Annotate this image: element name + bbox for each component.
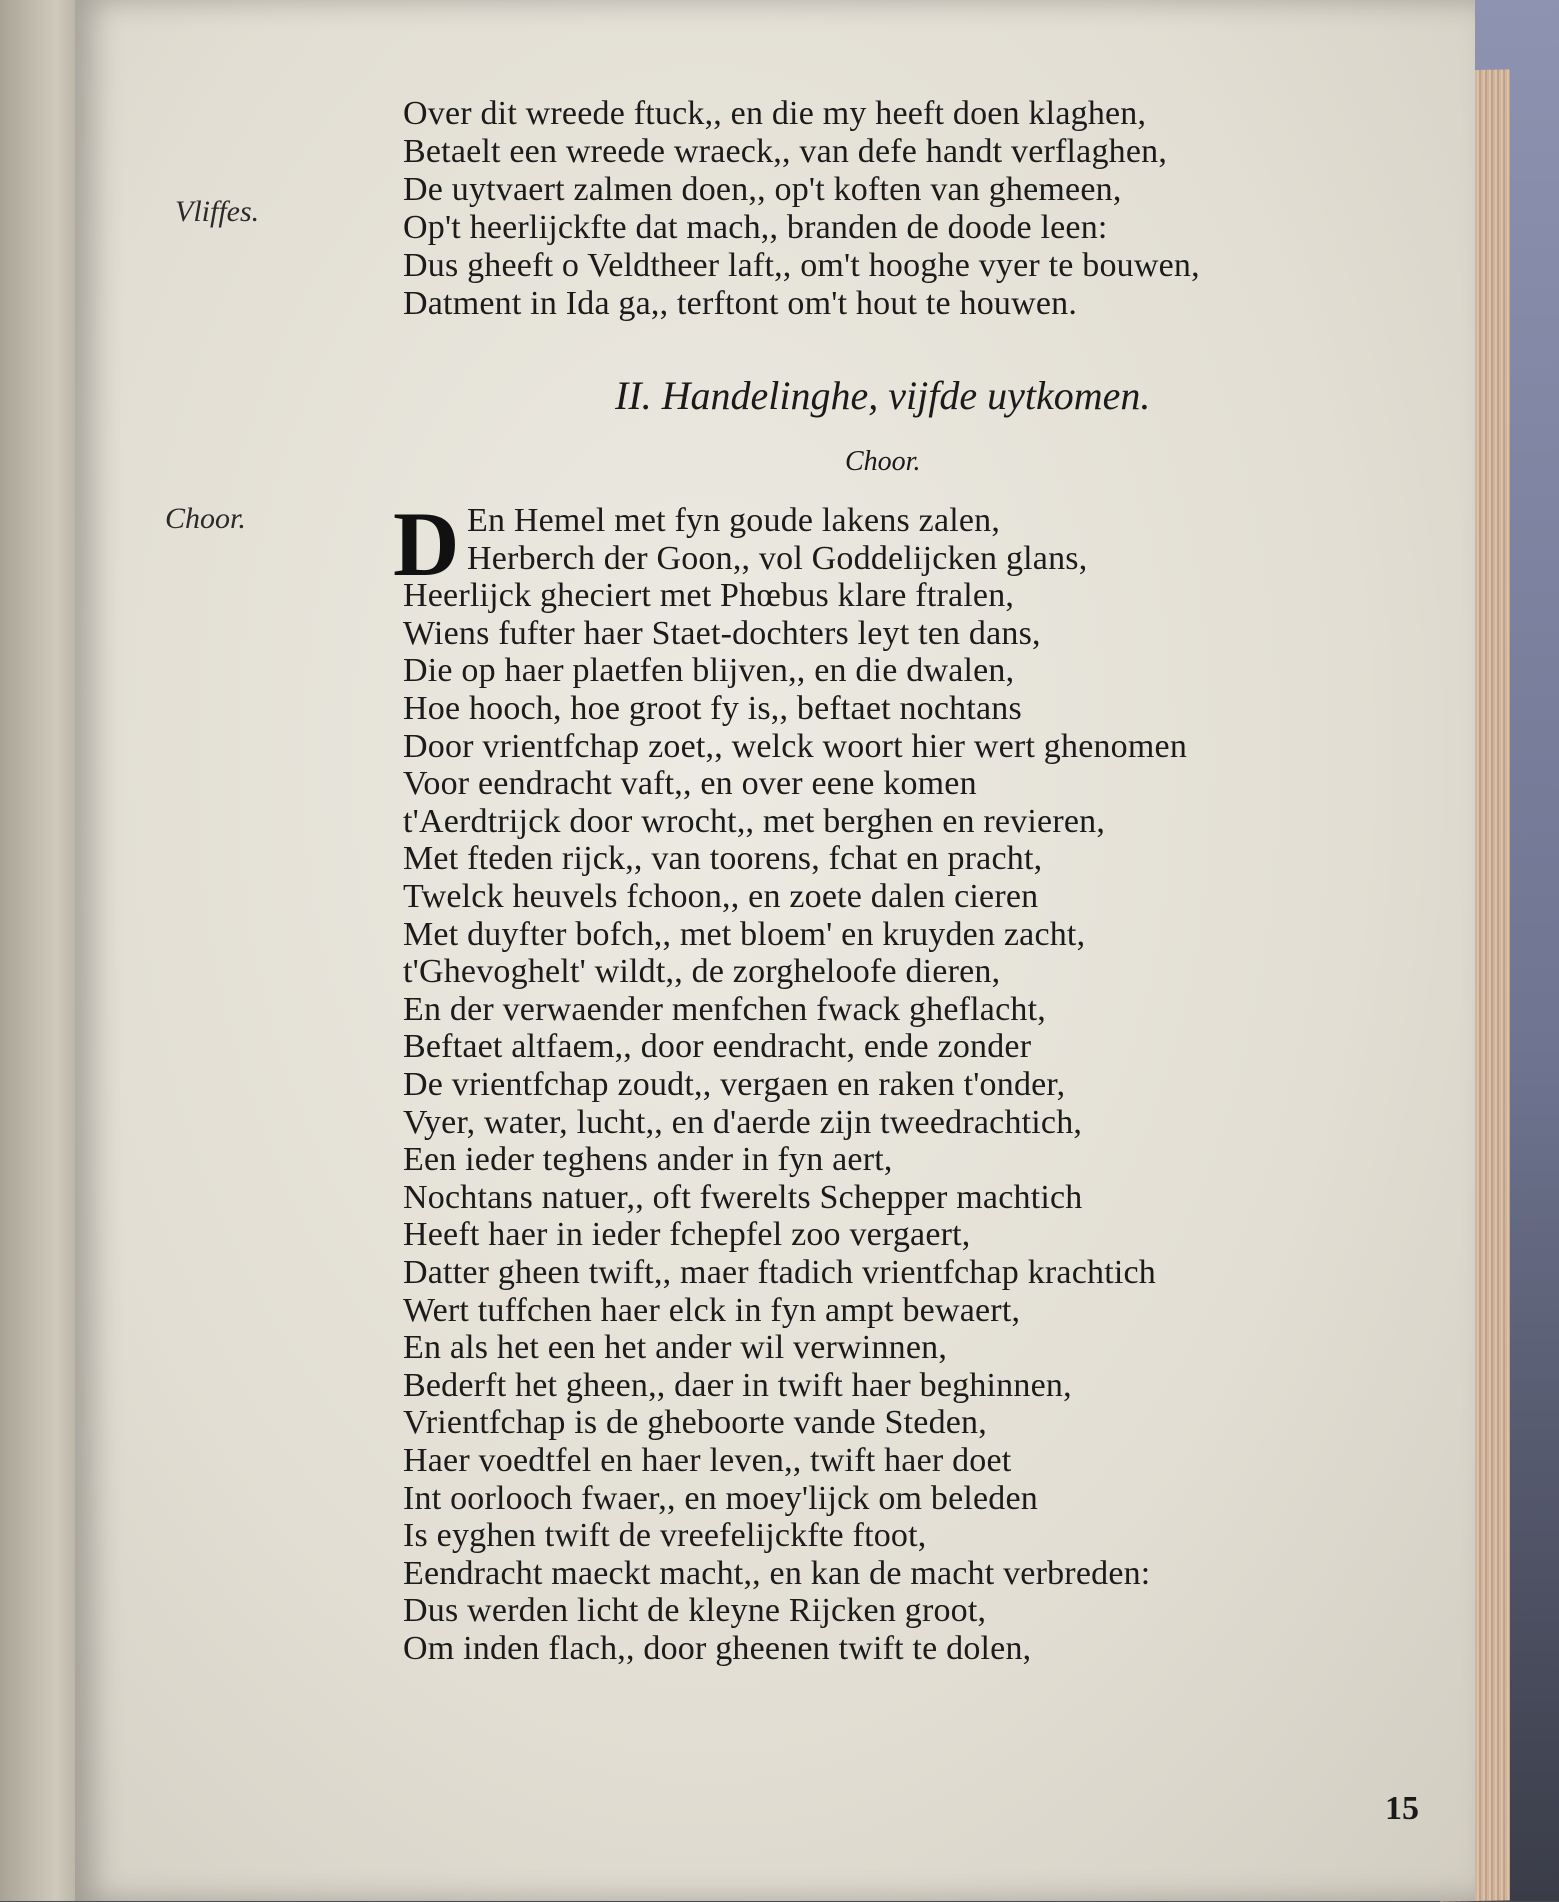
verse-line: Hoe hooch, hoe groot fy is,, beftaet nochtans — [403, 690, 1022, 727]
verse-line: Op't heerlijckfte dat mach,, branden de doode leen: — [403, 209, 1108, 246]
verse-line: Wiens fufter haer Staet-dochters leyt ten dans, — [403, 614, 1041, 652]
verse-line: Wert tuffchen haer elck in fyn ampt bewaert, — [403, 1291, 1021, 1329]
speaker-note-vliffes: Vliffes. — [175, 195, 260, 228]
verse-line: Heeft haer in ieder fchepfel zoo vergaert, — [403, 1216, 971, 1254]
verse-line: En als het een het ander wil verwinnen, — [403, 1329, 948, 1367]
book-page — [75, 0, 1475, 1901]
verse-line: Met fteden rijck,, van toorens, fchat en pracht, — [403, 840, 1043, 878]
verse-line: Om inden flach,, door gheenen twift te dolen, — [403, 1630, 1032, 1667]
verse-line: Heerlijck gheciert met Phœbus klare ftralen, — [403, 577, 1015, 615]
verse-line: En Hemel met fyn goude lakens zalen, — [467, 502, 1001, 539]
verse-line: En der verwaender menfchen fwack gheflacht, — [403, 990, 1046, 1028]
verse-line: Beftaet altfaem,, door eendracht, ende zonder — [403, 1028, 1032, 1066]
verse-line: Vyer, water, lucht,, en d'aerde zijn tweedrachtich, — [403, 1103, 1083, 1141]
verse-line: De vrientfchap zoudt,, vergaen en raken t'onder, — [403, 1066, 1066, 1103]
verse-line: De uytvaert zalmen doen,, op't koften van ghemeen, — [403, 171, 1122, 208]
page-number: 15 — [1385, 1790, 1419, 1827]
section-heading: II. Handelinghe, vijfde uytkomen. — [615, 373, 1151, 418]
verse-line: Datter gheen twift,, maer ftadich vrientfchap krachtich — [403, 1254, 1156, 1291]
verse-line: Is eyghen twift de vreefelijckfte ftoot, — [403, 1517, 927, 1555]
verse-line: Betaelt een wreede wraeck,, van defe handt verflaghen, — [403, 133, 1168, 170]
verse-line: t'Ghevoghelt' wildt,, de zorgheloofe dieren, — [403, 953, 1001, 991]
verse-line: Bederft het gheen,, daer in twift haer beghinnen, — [403, 1366, 1072, 1404]
verse-line: Die op haer plaetfen blijven,, en die dwalen, — [403, 652, 1015, 690]
verse-line: t'Aerdtrijck door wrocht,, met berghen en revieren, — [403, 802, 1106, 840]
verse-line: Dus werden licht de kleyne Rijcken groot, — [403, 1592, 987, 1630]
section-subheading: Choor. — [845, 446, 921, 477]
verse-line: Nochtans natuer,, oft fwerelts Schepper machtich — [403, 1178, 1083, 1216]
verse-line: Herberch der Goon,, vol Goddelijcken glans, — [467, 539, 1088, 577]
verse-line: Door vrientfchap zoet,, welck woort hier wert ghenomen — [403, 727, 1188, 765]
left-page-edge — [0, 0, 80, 1901]
verse-line: Eendracht maeckt macht,, en kan de macht verbreden: — [403, 1554, 1151, 1592]
verse-line: Over dit wreede ftuck,, en die my heeft doen klaghen, — [403, 95, 1147, 132]
verse-line: Dus gheeft o Veldtheer laft,, om't hooghe vyer te bouwen, — [403, 247, 1200, 284]
verse-line: Voor eendracht vaft,, en over eene komen — [403, 765, 977, 803]
verse-line: Datment in Ida ga,, terftont om't hout te houwen. — [403, 285, 1078, 322]
verse-line: Met duyfter bofch,, met bloem' en kruyden zacht, — [403, 915, 1086, 953]
verse-line: Vrientfchap is de gheboorte vande Steden, — [403, 1404, 987, 1442]
verse-line: Int oorlooch fwaer,, en moey'lijck om beleden — [403, 1479, 1038, 1517]
verse-line: Haer voedtfel en haer leven,, twift haer doet — [403, 1442, 1012, 1479]
drop-capital: D — [393, 493, 460, 595]
speaker-note-choor: Choor. — [165, 502, 246, 535]
verse-line: Een ieder teghens ander in fyn aert, — [403, 1141, 893, 1179]
verse-line: Twelck heuvels fchoon,, en zoete dalen cieren — [403, 878, 1039, 915]
